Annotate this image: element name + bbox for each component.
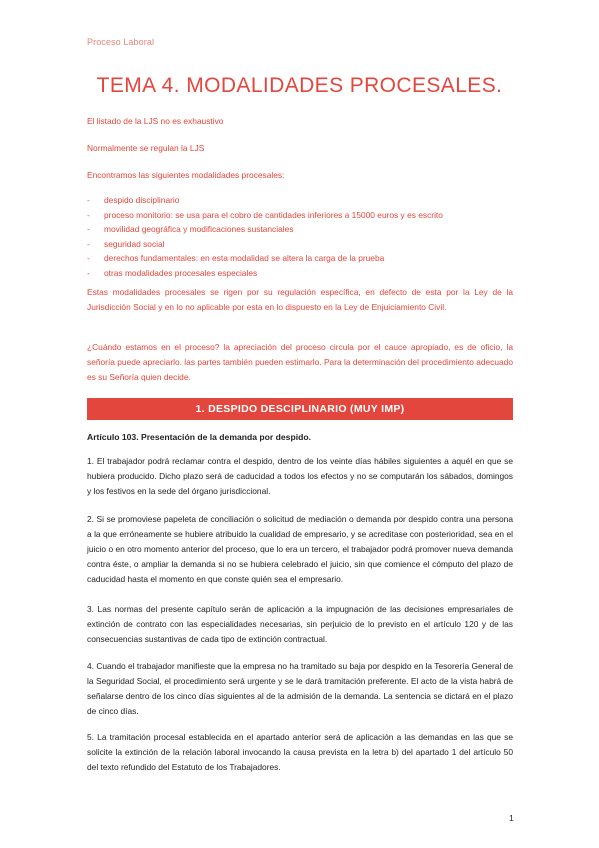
- modalities-list: [87, 193, 517, 281]
- article-paragraph-1: 1. El trabajador podrá reclamar contra el despido, dentro de los veinte días hábiles siguientes a aquél en que se hubiera producido. Dicho plazo será de caducidad a todos los efectos y no se computarán los sábados, domingos y los festivos en la sede del órgano jurisdiccional.: [87, 456, 513, 496]
- section-heading-banner: 1. DESPIDO DESCIPLINARIO (MUY IMP): [87, 398, 513, 420]
- list-item-text: seguridad social: [104, 238, 165, 249]
- list-item: [87, 251, 517, 266]
- bullet-marker: -: [87, 209, 90, 220]
- bullet-marker: -: [87, 224, 90, 235]
- page-number: 1: [509, 813, 514, 823]
- list-item-text: proceso monitorio: se usa para el cobro de cantidades inferiores a 15000 euros y es escrito: [104, 209, 443, 220]
- list-item: [87, 237, 517, 252]
- question-paragraph: ¿Cuándo estamos en el proceso? la apreciación del proceso circula por el cauce apropiado, es de oficio, la señoría puede apreciarlo. las partes también pueden estimarlo. Para la determinación del procedimiento adecuado es su Señoría quien decide.: [87, 342, 513, 382]
- article-paragraph-3: 3. Las normas del presente capítulo serán de aplicación a la impugnación de las decisiones empresariales de extinción de contrato con las especialidades necesarias, sin perjuicio de lo previsto en el artículo 120 y de las consecuencias sustantivas de cada tipo de extinción contractual.: [87, 604, 513, 644]
- page-title: TEMA 4. MODALIDADES PROCESALES.: [96, 74, 503, 97]
- article-paragraph-5: 5. La tramitación procesal establecida en el apartado anterior será de aplicación a las demandas en las que se solicite la extinción de la relación laboral invocando la causa prevista en la letra b) del apartado 1 del artículo 50 del texto refundido del Estatuto de los Trabajadores.: [87, 732, 513, 772]
- list-item-text: movilidad geográfica y modificaciones sustanciales: [104, 224, 294, 235]
- intro-line-2: Normalmente se regulan la LJS: [87, 143, 205, 153]
- article-paragraph-4: 4. Cuando el trabajador manifieste que la empresa no ha tramitado su baja por despido en la Tesorería General de la Seguridad Social, el procedimiento será urgente y se le dará tramitación preferente. El acto de la vista habrá de señalarse dentro de los cinco días siguientes al de la admisión de la demanda. La sentencia se dictará en el plazo de cinco días.: [87, 661, 513, 716]
- regulation-paragraph: Estas modalidades procesales se rigen por su regulación específica, en defecto de esta por la Ley de la Jurisdicción Social y en lo no aplicable por esta en lo dispuesto en la Ley de Enjuiciamiento Civil.: [87, 287, 513, 312]
- running-header: Proceso Laboral: [87, 37, 155, 47]
- list-item: [87, 266, 517, 281]
- bullet-marker: -: [87, 267, 90, 278]
- intro-line-3: Encontramos las siguientes modalidades procesales:: [87, 170, 285, 180]
- list-item-text: despido disciplinario: [104, 195, 180, 205]
- list-item: [87, 193, 517, 208]
- bullet-marker: -: [87, 253, 90, 264]
- list-item-text: derechos fundamentales: en esta modalidad se altera la carga de la prueba: [104, 253, 385, 264]
- article-paragraph-2: 2. Si se promoviese papeleta de conciliación o solicitud de mediación o demanda por despido contra una persona a la que erróneamente se hubiere atribuido la cualidad de empresario, y se acreditase con posterioridad, sea en el juicio o en otro momento anterior del proceso, que lo era un tercero, el trabajador podrá promover nueva demanda contra éste, o ampliar la demanda si no se hubiera celebrado el juicio, sin que comience el cómputo del plazo de caducidad hasta el momento en que conste quién sea el empresario.: [87, 514, 513, 584]
- list-item-text: otras modalidades procesales especiales: [104, 267, 258, 278]
- list-item: [87, 208, 517, 223]
- bullet-marker: -: [87, 195, 90, 205]
- intro-line-1: El listado de la LJS no es exhaustivo: [87, 116, 224, 126]
- list-item: [87, 222, 517, 237]
- article-title: Artículo 103. Presentación de la demanda por despido.: [87, 432, 311, 442]
- bullet-marker: -: [87, 238, 90, 249]
